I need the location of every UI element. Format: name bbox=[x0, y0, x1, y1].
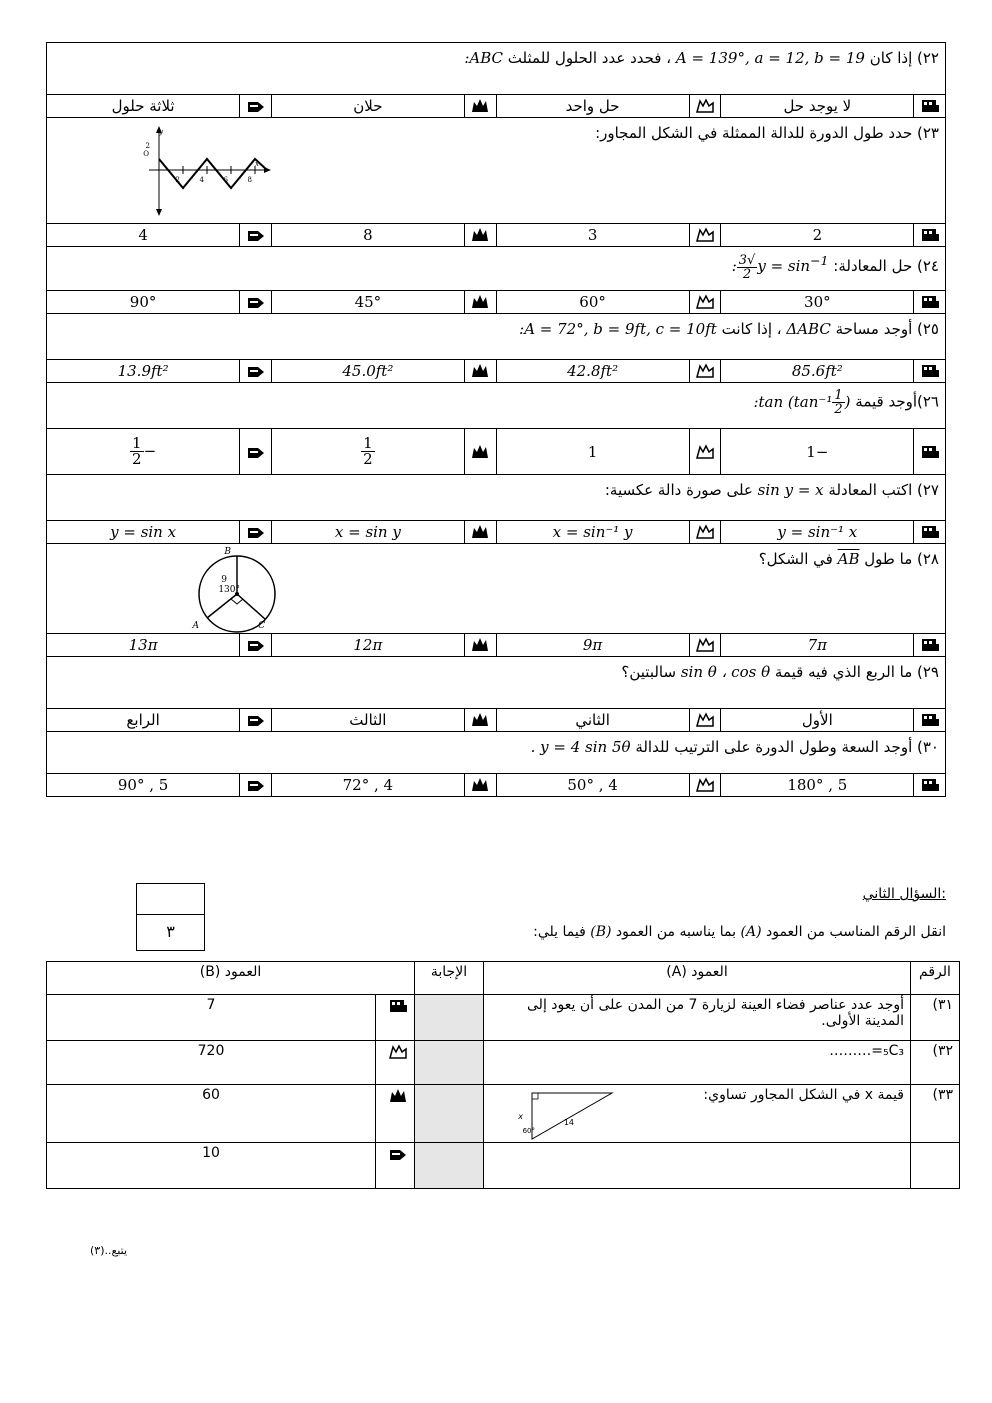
point-b-label: B bbox=[224, 547, 231, 557]
option-25-d[interactable]: 13.9ft² bbox=[47, 360, 240, 383]
choice-a-icon bbox=[920, 97, 940, 115]
option-23-d[interactable]: 4 bbox=[47, 224, 240, 247]
option-23-a[interactable]: 2 bbox=[721, 224, 914, 247]
choice-b-icon bbox=[695, 776, 715, 794]
option-27-c[interactable]: x = sin y bbox=[271, 521, 464, 544]
choice-b-icon bbox=[695, 711, 715, 729]
question-29: ٢٩) ما الربع الذي فيه قيمة sin θ ، cos θ سالبتين؟ bbox=[47, 657, 946, 709]
choice-d-icon bbox=[246, 711, 266, 729]
row-a-cell bbox=[484, 1085, 911, 1143]
choice-d-icon bbox=[246, 293, 266, 311]
answer-input[interactable] bbox=[415, 995, 484, 1041]
point-c-label: C bbox=[258, 621, 265, 631]
question-26: ٢٦)أوجد قيمة tan (tan⁻¹ $\frac{1}{2}$ ): bbox=[47, 383, 946, 429]
choice-a-icon bbox=[920, 226, 940, 244]
choice-d-icon bbox=[246, 443, 266, 461]
row-num: ٣٣) bbox=[911, 1085, 960, 1143]
option-23-b[interactable]: 3 bbox=[496, 224, 689, 247]
choice-c-icon bbox=[470, 97, 490, 115]
answer-input[interactable] bbox=[415, 1085, 484, 1143]
footer-continue: يتبع..(٣) bbox=[90, 1244, 128, 1257]
option-29-a[interactable]: الأول bbox=[721, 709, 914, 732]
header-col-b: العمود (B) bbox=[47, 962, 415, 995]
choice-d-icon bbox=[246, 523, 266, 541]
option-28-d[interactable]: 13π bbox=[47, 634, 240, 657]
row-b-value: 7 bbox=[47, 995, 376, 1041]
option-29-b[interactable]: الثاني bbox=[496, 709, 689, 732]
option-25-b[interactable]: 42.8ft² bbox=[496, 360, 689, 383]
score-total: ٣ bbox=[166, 922, 175, 941]
option-24-a[interactable]: 30° bbox=[721, 291, 914, 314]
option-25-a[interactable]: 85.6ft² bbox=[721, 360, 914, 383]
choice-a-icon bbox=[920, 362, 940, 380]
radius-label: 9 bbox=[221, 575, 227, 585]
question-28: ٢٨) ما طول AB في الشكل؟ B A C 9 130° bbox=[47, 544, 946, 634]
choice-c-icon bbox=[470, 776, 490, 794]
question-27: ٢٧) اكتب المعادلة sin y = x على صورة دالة عكسية: bbox=[47, 475, 946, 521]
choice-b-icon bbox=[388, 1043, 408, 1061]
question-30: ٣٠) أوجد السعة وطول الدورة على الترتيب للدالة y = 4 sin 5θ . bbox=[47, 732, 946, 774]
choice-a-icon bbox=[920, 636, 940, 654]
row-b-value: 60 bbox=[47, 1085, 376, 1143]
question-23: ٢٣) حدد طول الدورة للدالة الممثلة في الشكل المجاور: y x O 2 2 4 6 8 bbox=[47, 118, 946, 224]
choice-b-icon bbox=[695, 293, 715, 311]
score-box bbox=[136, 883, 205, 951]
choice-c-icon bbox=[388, 1087, 408, 1105]
row-num: ٣١) bbox=[911, 995, 960, 1041]
choice-d-icon bbox=[246, 362, 266, 380]
choice-d-icon bbox=[246, 226, 266, 244]
choice-a-icon bbox=[920, 523, 940, 541]
angle-label: 130° bbox=[218, 585, 240, 595]
x-axis-label: x bbox=[255, 160, 259, 168]
option-30-d[interactable]: 5 , 90° bbox=[47, 774, 240, 797]
option-27-a[interactable]: y = sin⁻¹ x bbox=[721, 521, 914, 544]
side-x-label: x bbox=[518, 1112, 523, 1121]
answer-input[interactable] bbox=[415, 1143, 484, 1189]
point-a-label: A bbox=[192, 621, 199, 631]
option-22-c[interactable]: حلان bbox=[271, 95, 464, 118]
angle-60-label: 60° bbox=[522, 1127, 535, 1135]
option-30-c[interactable]: 4 , 72° bbox=[271, 774, 464, 797]
periodic-graph bbox=[145, 126, 275, 216]
option-25-c[interactable]: 45.0ft² bbox=[271, 360, 464, 383]
choice-c-icon bbox=[470, 636, 490, 654]
option-22-b[interactable]: حل واحد bbox=[496, 95, 689, 118]
score-box-blank[interactable] bbox=[137, 884, 204, 915]
question-24: ٢٤) حل المعادلة: $y = \sin^{-1}$ $\frac{√3}{2}$ : bbox=[47, 247, 946, 291]
header-col-a: العمود (A) bbox=[484, 962, 911, 995]
option-26-d-value: − $\frac{1}{2}$ bbox=[132, 434, 157, 468]
row-b-value: 10 bbox=[47, 1143, 376, 1189]
row-a-text: قيمة x في الشكل المجاور تساوي: bbox=[703, 1087, 904, 1103]
option-27-d[interactable]: y = sin x bbox=[47, 521, 240, 544]
x-tick-8: 8 bbox=[247, 176, 252, 184]
option-22-d[interactable]: ثلاثة حلول bbox=[47, 95, 240, 118]
option-26-b[interactable]: 1 bbox=[496, 429, 689, 475]
option-26-c-value: $\frac{1}{2}$ bbox=[363, 434, 373, 468]
option-27-b[interactable]: x = sin⁻¹ y bbox=[496, 521, 689, 544]
choice-b-icon bbox=[695, 443, 715, 461]
choice-d-icon bbox=[246, 776, 266, 794]
option-24-c[interactable]: 45° bbox=[271, 291, 464, 314]
mcq-table bbox=[46, 42, 946, 797]
choice-d-icon bbox=[246, 97, 266, 115]
option-23-c[interactable]: 8 bbox=[271, 224, 464, 247]
section2-instruction: انقل الرقم المناسب من العمود (A) بما يناسبه من العمود (B) فيما يلي: bbox=[533, 924, 946, 940]
row-num bbox=[911, 1143, 960, 1189]
choice-d-icon bbox=[388, 1145, 408, 1163]
row-b-value: 720 bbox=[47, 1041, 376, 1085]
row-a-text: ₅C₃=……… bbox=[484, 1041, 911, 1085]
choice-d-icon bbox=[246, 636, 266, 654]
x-tick-6: 6 bbox=[223, 176, 228, 184]
choice-b-icon bbox=[695, 362, 715, 380]
option-24-b[interactable]: 60° bbox=[496, 291, 689, 314]
header-num: الرقم bbox=[911, 962, 960, 995]
choice-b-icon bbox=[695, 523, 715, 541]
row-num: ٣٢) bbox=[911, 1041, 960, 1085]
option-22-a[interactable]: لا يوجد حل bbox=[721, 95, 914, 118]
row-a-text: أوجد عدد عناصر فضاء العينة لزيارة 7 من المدن على أن يعود إلى المدينة الأولى. bbox=[484, 995, 911, 1041]
choice-b-icon bbox=[695, 226, 715, 244]
option-28-a[interactable]: 7π bbox=[721, 634, 914, 657]
choice-b-icon bbox=[695, 97, 715, 115]
origin-label: O bbox=[143, 150, 149, 158]
section2-title: السؤال الثاني: bbox=[862, 886, 946, 902]
choice-a-icon bbox=[920, 776, 940, 794]
choice-a-icon bbox=[920, 443, 940, 461]
choice-c-icon bbox=[470, 711, 490, 729]
matching-table bbox=[46, 961, 960, 1189]
option-26-d[interactable] bbox=[47, 429, 240, 475]
choice-c-icon bbox=[470, 443, 490, 461]
choice-a-icon bbox=[388, 997, 408, 1015]
choice-c-icon bbox=[470, 523, 490, 541]
x-tick-2: 2 bbox=[175, 176, 180, 184]
answer-input[interactable] bbox=[415, 1041, 484, 1085]
circle-diagram bbox=[193, 546, 289, 634]
choice-a-icon bbox=[920, 711, 940, 729]
option-29-c[interactable]: الثالث bbox=[271, 709, 464, 732]
triangle-diagram bbox=[520, 1089, 620, 1143]
y-axis-label: y bbox=[159, 128, 163, 136]
y-tick: 2 bbox=[145, 142, 150, 150]
question-25: ٢٥) أوجد مساحة ΔABC ، إذا كانت A = 72°, b = 9ft, c = 10ft: bbox=[47, 314, 946, 360]
row-a-text bbox=[484, 1143, 911, 1189]
choice-c-icon bbox=[470, 226, 490, 244]
hypotenuse-label: 14 bbox=[563, 1118, 574, 1127]
choice-c-icon bbox=[470, 293, 490, 311]
option-26-a[interactable]: −1 bbox=[721, 429, 914, 475]
choice-c-icon bbox=[470, 362, 490, 380]
option-28-b[interactable]: 9π bbox=[496, 634, 689, 657]
header-answer: الإجابة bbox=[415, 962, 484, 995]
x-tick-4: 4 bbox=[199, 176, 204, 184]
option-30-b[interactable]: 4 , 50° bbox=[496, 774, 689, 797]
option-24-d[interactable]: 90° bbox=[47, 291, 240, 314]
option-29-d[interactable]: الرابع bbox=[47, 709, 240, 732]
choice-b-icon bbox=[695, 636, 715, 654]
option-28-c[interactable]: 12π bbox=[271, 634, 464, 657]
question-22: ٢٢) إذا كان A = 139°, a = 12, b = 19 ، فحدد عدد الحلول للمثلث ABC: bbox=[47, 43, 946, 95]
option-26-c[interactable] bbox=[271, 429, 464, 475]
option-30-a[interactable]: 5 , 180° bbox=[721, 774, 914, 797]
choice-a-icon bbox=[920, 293, 940, 311]
